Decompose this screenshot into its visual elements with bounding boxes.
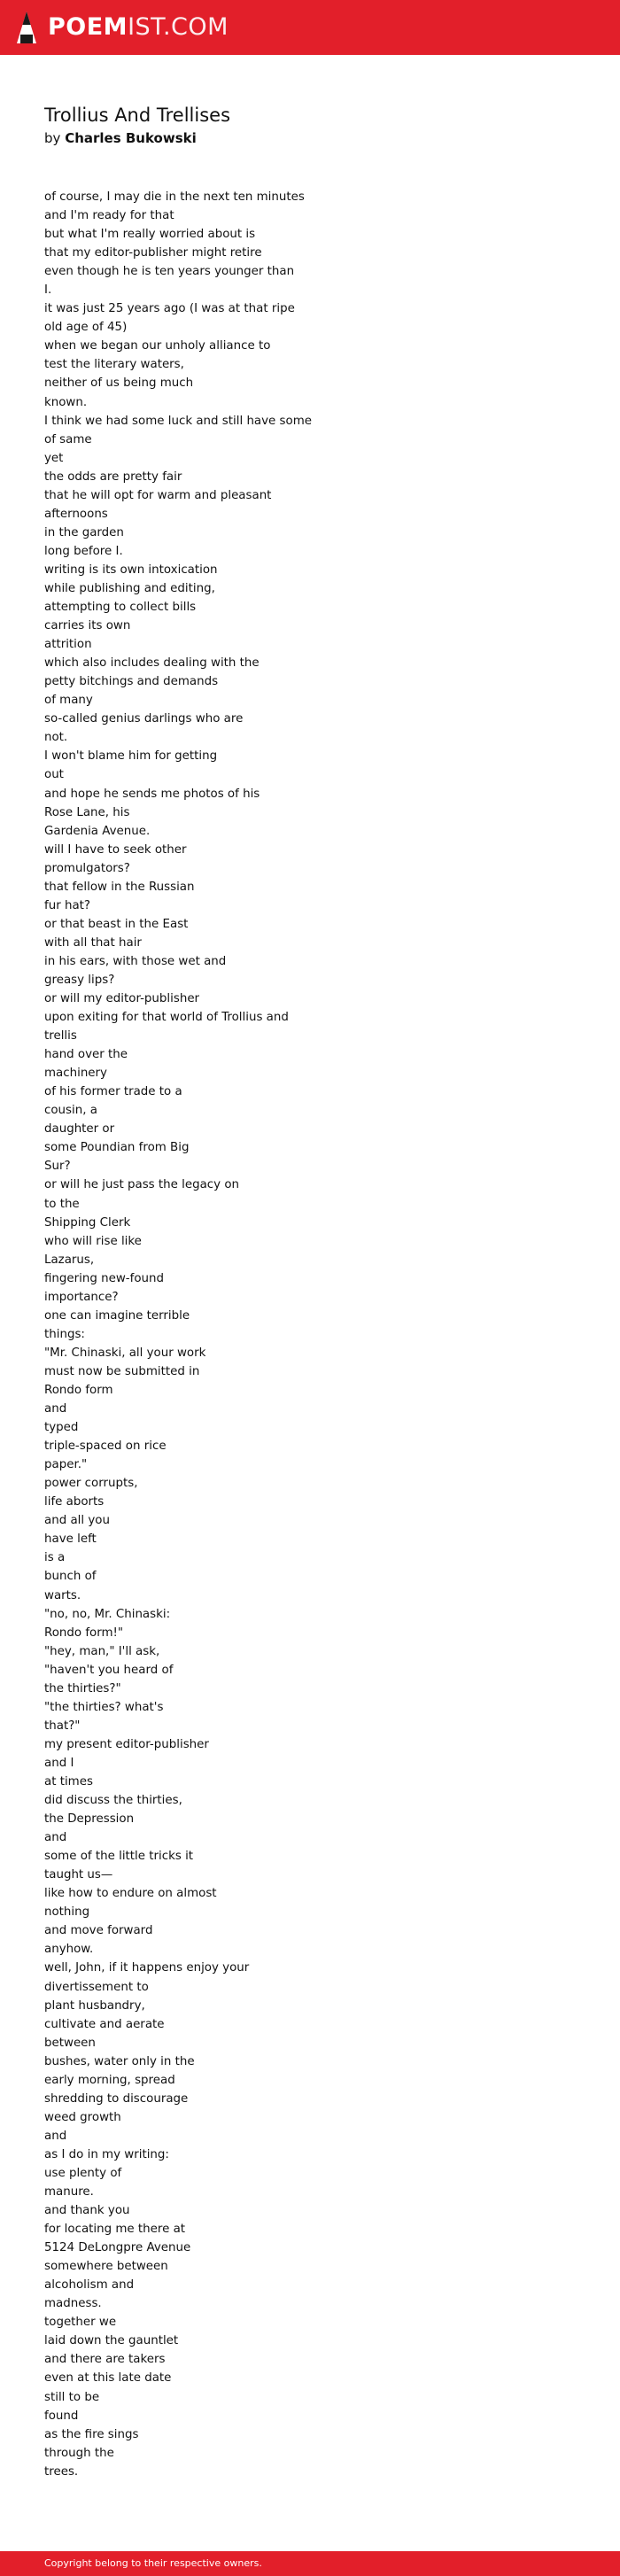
poem-line: my present editor-publisher <box>44 1737 209 1751</box>
poem-line: long before I. <box>44 544 123 558</box>
poem-line: and thank you <box>44 2204 130 2218</box>
poem-line: and move forward <box>44 1924 153 1938</box>
poem-line: use plenty of <box>44 2166 122 2180</box>
poem-line: cultivate and aerate <box>44 2017 165 2031</box>
poem-line: Rondo form!" <box>44 1626 124 1640</box>
poem-line: still to be <box>44 2390 100 2404</box>
poem-line: Sur? <box>44 1160 71 1174</box>
poem-line: old age of 45) <box>44 321 128 335</box>
poem-line: at times <box>44 1774 93 1788</box>
poem-line: or will he just pass the legacy on <box>44 1178 240 1192</box>
poem-line: like how to endure on almost <box>44 1887 217 1901</box>
poem-line: the odds are pretty fair <box>44 469 182 484</box>
site-footer <box>0 2551 620 2576</box>
poem-line: "Mr. Chinaski, all your work <box>44 1346 206 1360</box>
site-logo-text <box>48 10 229 45</box>
poem-line: with all that hair <box>44 935 142 950</box>
poem-line: Shipping Clerk <box>44 1215 131 1230</box>
byline-prefix: by <box>44 130 61 146</box>
poem-line: laid down the gauntlet <box>44 2334 179 2348</box>
poem-line: "the thirties? what's <box>44 1700 164 1714</box>
poem-line: triple-spaced on rice <box>44 1439 167 1454</box>
poem-line: Rose Lane, his <box>44 805 130 819</box>
poem-line: in the garden <box>44 525 124 539</box>
poem-line: the Depression <box>44 1812 135 1827</box>
poem-line: plant husbandry, <box>44 1998 145 2013</box>
poem-line: I think we had some luck and still have some <box>44 414 313 428</box>
poem-line: daughter or <box>44 1122 115 1137</box>
poem-line: writing is its own intoxication <box>44 563 218 577</box>
poem-line: that he will opt for warm and pleasant <box>44 488 272 502</box>
poem-line: cousin, a <box>44 1104 97 1118</box>
poem-line: afternoons <box>44 507 108 521</box>
poem-byline <box>44 129 576 147</box>
poem-line: importance? <box>44 1290 119 1304</box>
poem-line: petty bitchings and demands <box>44 675 219 689</box>
poem-line: the thirties?" <box>44 1681 121 1695</box>
poem-line: "no, no, Mr. Chinaski: <box>44 1607 171 1621</box>
poem-line: through the <box>44 2446 114 2460</box>
poem-line: must now be submitted in <box>44 1364 200 1378</box>
poem-line: that?" <box>44 1719 81 1733</box>
poem-line: when we began our unholy alliance to <box>44 339 271 353</box>
pencil-tip-icon <box>16 11 37 44</box>
poem-line: well, John, if it happens enjoy your <box>44 1961 250 1975</box>
poem-line: trees. <box>44 2464 79 2479</box>
poem-line: and hope he sends me photos of his <box>44 787 260 801</box>
poem-line: neither of us being much <box>44 376 194 391</box>
poem-line: nothing <box>44 1905 90 1920</box>
poem-line: as I do in my writing: <box>44 2147 169 2161</box>
poem-line: of many <box>44 694 93 708</box>
poem-line: have left <box>44 1532 97 1547</box>
poem-line: Lazarus, <box>44 1253 95 1267</box>
poem-line: life aborts <box>44 1495 105 1509</box>
poem-line: in his ears, with those wet and <box>44 954 227 968</box>
poem-line: trellis <box>44 1029 77 1044</box>
poem-line: test the literary waters, <box>44 358 184 372</box>
poem-line: out <box>44 768 64 782</box>
poem-line: together we <box>44 2316 117 2330</box>
poem-line: that my editor-publisher might retire <box>44 246 262 260</box>
poem-line: taught us— <box>44 1868 113 1882</box>
poem-line: somewhere between <box>44 2260 168 2274</box>
poem-line: and <box>44 1402 67 1416</box>
poem-line: and I <box>44 1756 74 1770</box>
poem-line: hand over the <box>44 1048 128 1062</box>
poem-line: or will my editor-publisher <box>44 992 200 1006</box>
poem-line: of same <box>44 432 92 446</box>
poem-line: that fellow in the Russian <box>44 880 195 894</box>
poem-line: and <box>44 2129 67 2143</box>
poem-line: while publishing and editing, <box>44 581 215 595</box>
poem-line: manure. <box>44 2185 94 2200</box>
poem-line: which also includes dealing with the <box>44 656 260 671</box>
author-name[interactable]: Charles Bukowski <box>65 130 197 146</box>
poem-line: and <box>44 1831 67 1845</box>
poem-line: attrition <box>44 638 92 652</box>
poem-line: between <box>44 2036 96 2050</box>
poem-title: Trollius And Trellises <box>44 105 231 126</box>
poem-line: to the <box>44 1197 80 1211</box>
poem-line: and all you <box>44 1514 110 1528</box>
poem-line: greasy lips? <box>44 973 115 987</box>
poem-line: upon exiting for that world of Trollius and <box>44 1011 289 1025</box>
poem-line: carries its own <box>44 619 131 633</box>
poem-line: 5124 DeLongpre Avenue <box>44 2241 191 2255</box>
poem-line: divertissement to <box>44 1980 149 1994</box>
poem-line: it was just 25 years ago (I was at that ripe <box>44 302 295 316</box>
site-logo[interactable] <box>16 10 229 45</box>
poem-line: fingering new-found <box>44 1271 165 1285</box>
poem-line: power corrupts, <box>44 1477 138 1491</box>
poem-line: and there are takers <box>44 2353 166 2367</box>
poem-line: or that beast in the East <box>44 917 189 931</box>
poem-line: even though he is ten years younger than <box>44 265 295 279</box>
poem-line: shredding to discourage <box>44 2091 189 2106</box>
poem-line: anyhow. <box>44 1943 94 1957</box>
poem-article <box>44 103 576 2481</box>
poem-line: I. <box>44 283 52 298</box>
poem-line: is a <box>44 1551 66 1565</box>
poem-line: paper." <box>44 1458 88 1472</box>
poem-line: some of the little tricks it <box>44 1850 194 1864</box>
poem-line: some Poundian from Big <box>44 1141 190 1155</box>
poem-line: of course, I may die in the next ten minutes <box>44 190 305 204</box>
poem-line: even at this late date <box>44 2371 172 2386</box>
poem-line: but what I'm really worried about is <box>44 228 256 242</box>
poem-line: of his former trade to a <box>44 1085 182 1099</box>
poem-line: found <box>44 2409 79 2423</box>
poem-line: promulgators? <box>44 861 130 875</box>
poem-line: did discuss the thirties, <box>44 1794 182 1808</box>
poem-line: bushes, water only in the <box>44 2054 195 2068</box>
poem-line: I won't blame him for getting <box>44 749 218 764</box>
poem-line: Gardenia Avenue. <box>44 824 151 838</box>
poem-line: one can imagine terrible <box>44 1308 190 1323</box>
poem-line: known. <box>44 395 88 409</box>
poem-line: Rondo form <box>44 1384 113 1397</box>
poem-body <box>44 188 328 2481</box>
poem-line: madness. <box>44 2297 102 2311</box>
poem-line: not. <box>44 731 68 745</box>
poem-line: alcoholism and <box>44 2278 135 2293</box>
poem-line: and I'm ready for that <box>44 209 174 223</box>
poem-line: who will rise like <box>44 1234 142 1248</box>
poem-line: so-called genius darlings who are <box>44 712 244 726</box>
poem-line: yet <box>44 451 64 465</box>
poem-line: for locating me there at <box>44 2223 186 2237</box>
logo-brand-strong: POEM <box>48 13 128 41</box>
poem-line: as the fire sings <box>44 2427 139 2441</box>
site-header <box>0 0 620 55</box>
poem-line: warts. <box>44 1588 81 1602</box>
poem-line: "hey, man," I'll ask, <box>44 1644 160 1658</box>
logo-brand-light: IST.COM <box>128 13 229 41</box>
poem-line: machinery <box>44 1067 107 1081</box>
poem-line: early morning, spread <box>44 2073 175 2087</box>
poem-line: attempting to collect bills <box>44 601 197 615</box>
poem-line: typed <box>44 1421 79 1435</box>
poem-line: things: <box>44 1327 85 1341</box>
poem-line: fur hat? <box>44 898 91 912</box>
copyright-notice: Copyright belong to their respective owners. <box>44 2557 262 2569</box>
poem-line: weed growth <box>44 2110 121 2124</box>
poem-line: bunch of <box>44 1570 97 1584</box>
poem-line: will I have to seek other <box>44 842 187 857</box>
poem-line: "haven't you heard of <box>44 1663 174 1677</box>
